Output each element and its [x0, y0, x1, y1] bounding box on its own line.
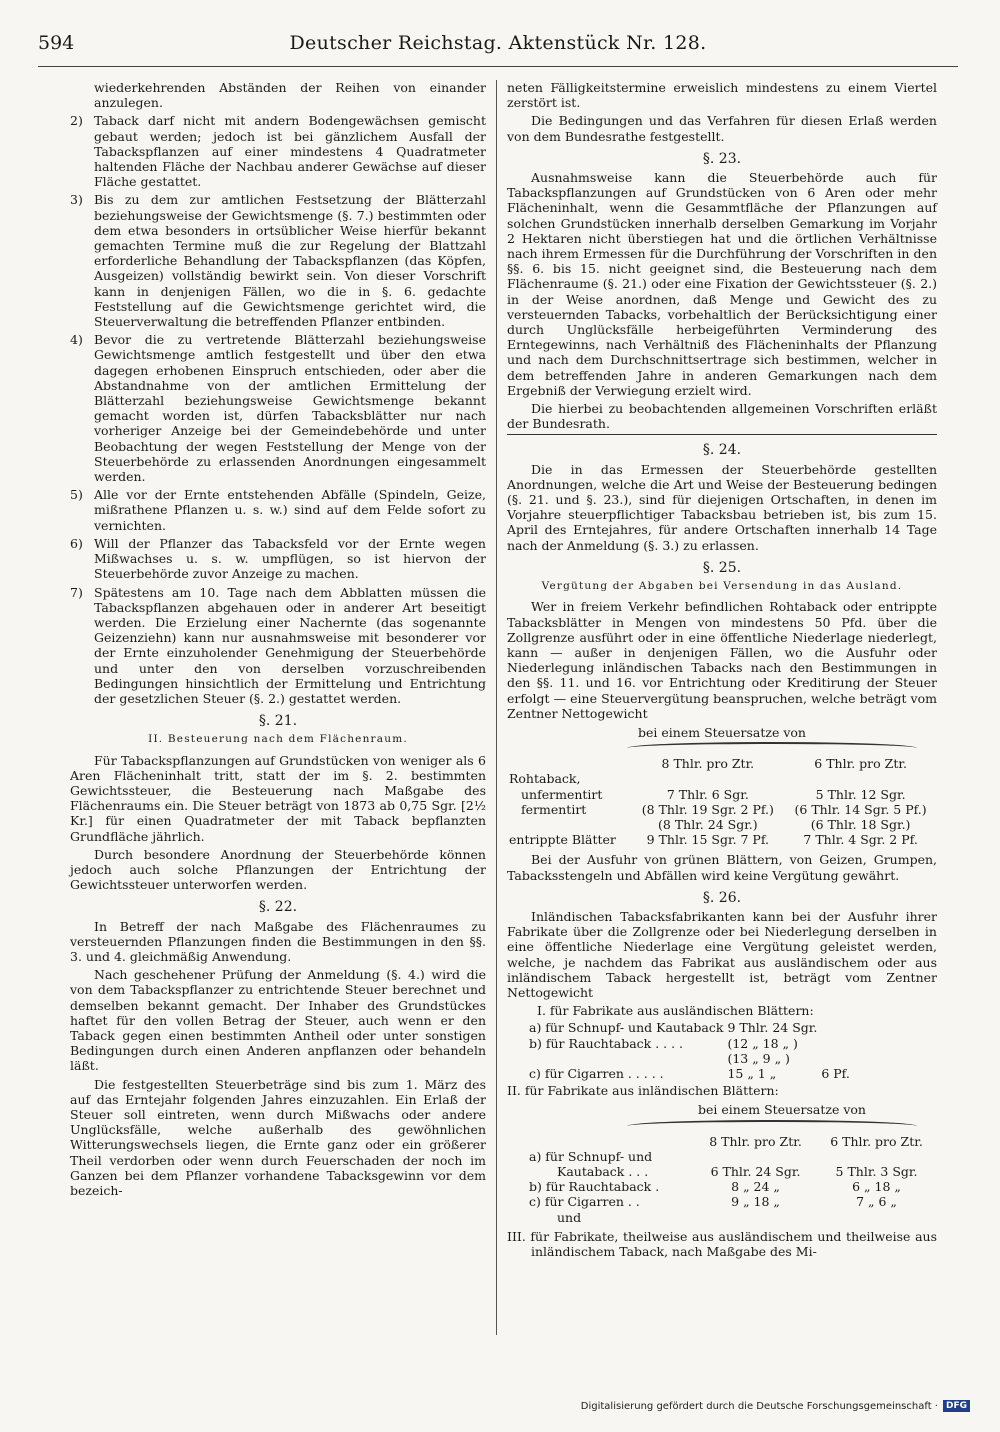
table-row — [507, 802, 937, 817]
left-column — [70, 80, 486, 1201]
page-number: 594 — [38, 32, 75, 54]
table-cell: (8 Thlr. 19 Sgr. 2 Pf.) — [641, 801, 774, 817]
paragraph: Durch besondere Anordnung der Steuerbehörde können jedoch auch solche Pflanzungen der Entrichtung der Gewichtssteuer unterworfen werden. — [70, 846, 486, 893]
table-cell: c) für Cigarren . . — [529, 1194, 640, 1210]
paragraph: Nach geschehener Prüfung der Anmeldung (§. 4.) wird die von dem Tabackspflanzer zu entrichtende Steuer berechnet und demselben bekannt gemacht. Der Inhaber des Grundstückes haftet für den vollen Betrag der Steuer, auch wenn er den Taback gegen einen bestimmten Antheil oder unter sonstigen Bedingungen durch einen Anderen anpflanzen oder behandeln läßt. — [70, 967, 486, 1074]
table-cell — [631, 771, 784, 786]
table-cell: 6 Pf. — [821, 1065, 850, 1081]
foreign-leaves-table — [527, 1020, 852, 1081]
table-cell: 6 „ 18 „ — [852, 1179, 901, 1195]
table-cell — [695, 1149, 816, 1164]
credit-text: Digitalisierung gefördert durch die Deutsche Forschungsgemeinschaft · — [580, 1400, 938, 1412]
table-row — [507, 787, 937, 802]
table-cell: (13 „ 9 „ ) — [727, 1050, 790, 1066]
list-number: 5) — [70, 487, 83, 503]
table-cell — [695, 1210, 816, 1225]
list-text: Bevor die zu vertretende Blätterzahl beziehungsweise Gewichtsmenge amtlich festgestellt und über den etwa dagegen erhobenen Einspruch entschieden, oder aber die Abstandnahme von der amtlichen Ermittelung der Blätterzahl beziehungsweise Gewichtsmenge bekannt gemacht worden ist, dürfen Tabacksblätter nur nach vorheriger Anzeige bei der Gemeindebehörde und unter Beobachtung der wegen Feststellung der Menge von der Steuerbehörde zu erlassenden Anordnungen eingesammelt werden. — [94, 332, 486, 485]
table-cell: a) für Schnupf- und Kautaback — [529, 1020, 724, 1036]
table-cell: 9 Thlr. 15 Sgr. 7 Pf. — [646, 832, 770, 848]
list-number: 3) — [70, 192, 83, 208]
table-cell: und — [557, 1209, 582, 1225]
paragraph: Die Bedingungen und das Verfahren für diesen Erlaß werden von dem Bundesrathe festgestellt. — [507, 113, 937, 144]
paragraph: Wer in freiem Verkehr befindlichen Rohtaback oder entrippte Tabacksblätter in Mengen von mindestens 50 Pfd. über die Zollgrenze ausführt oder in eine öffentliche Niederlage niederlegt, kann — außer in denjenigen Fällen, wo die Ausfuhr oder Niederlegung inländischen Tabacks nach den Bestimmungen in den §§. 11. und 16. vor Entrichtung oder Kreditirung der Steuer erfolgt — eine Steuervergütung beanspruchen, welche beträgt vom Zentner Nettogewicht — [507, 599, 937, 721]
table-cell: (12 „ 18 „ ) — [727, 1035, 798, 1051]
brace-line — [627, 742, 917, 754]
table-header-row — [527, 1134, 937, 1149]
table-row — [527, 1149, 937, 1164]
list-text: Taback darf nicht mit andern Bodengewächsen gemischt gebaut werden; jedoch ist bei gänzlichem Ausfall der Tabackspflanzen auf einer mindestens 4 Quadratmeter haltenden Fläche der Nachbau anderer Gewächse auf dieser Fläche gestattet. — [94, 113, 486, 190]
table-cell: 5 Thlr. 3 Sgr. — [835, 1164, 918, 1179]
list-number: 4) — [70, 332, 83, 348]
list-text: Bis zu dem zur amtlichen Festsetzung der Blätterzahl beziehungsweise der Gewichtsmenge (§. 7.) bestimmten oder dem etwa besonders in ortsüblicher Weise hierfür bekannt gemachten Termine muß die zur Regelung der Blattzahl erforderliche Behandlung der Tabackspflanzen (das Köpfen, Ausgeizen) vollständig bewirkt sein. Von dieser Vorschrift kann in denjenigen Fällen, wo die in §. 6. gedachte Feststellung auf die Gewichtsmenge gerichtet wird, die Steuerverwaltung die betreffenden Pflanzer entbinden. — [94, 192, 486, 330]
section-heading: §. 21. — [258, 713, 298, 730]
table-header-row — [507, 756, 937, 771]
paragraph: wiederkehrenden Abständen der Reihen von einander anzulegen. — [94, 80, 486, 111]
section-heading: §. 22. — [258, 899, 298, 916]
table-cell: 5 Thlr. 12 Sgr. — [815, 786, 906, 802]
table-cell: Kautaback . . . — [557, 1164, 649, 1179]
table-cell — [816, 1149, 937, 1164]
dfg-logo: DFG — [943, 1400, 970, 1412]
brace-line — [627, 1120, 917, 1132]
table-header-cell: 6 Thlr. pro Ztr. — [814, 756, 907, 772]
table-header-cell: 8 Thlr. pro Ztr. — [661, 756, 755, 772]
table-cell — [819, 1051, 852, 1066]
list-text: Alle vor der Ernte entstehenden Abfälle (Spindeln, Geize, mißrathene Pflanzen u. s. w.) sind auf dem Felde sofort zu vernichten. — [94, 487, 486, 533]
list-item — [70, 487, 486, 533]
list-number: 6) — [70, 535, 83, 551]
list-text: Spätestens am 10. Tage nach dem Abblatten müssen die Tabackspflanzen abgehauen oder in anderer Art beseitigt werden. Die Erzielung einer Nachernte (das sogenannte Geizenziehn) kann nur ausnahmsweise mit besonderer vor der Ernte einzuholender Genehmigung der Steuerbehörde und unter den von derselben vorzuschreibenden Bedingungen hinsichtlich der Ermittelung und Entrichtung der gesetzlichen Steuer (§. 2.) gestattet werden. — [94, 584, 486, 706]
table-cell: 15 „ 1 „ — [727, 1065, 777, 1081]
table-cell: a) für Schnupf- und — [529, 1148, 653, 1164]
section-heading: §. 24. — [702, 442, 742, 459]
table-cell: 9 „ 18 „ — [731, 1194, 780, 1210]
table-row — [527, 1066, 852, 1081]
paragraph: Die festgestellten Steuerbeträge sind bis zum 1. März des auf das Erntejahr folgenden Jahres einzuzahlen. Ein Erlaß der Steuer soll eintreten, wenn durch Mißwachs oder andere Unglücksfälle, welche außerhalb des gewöhnlichen Witterungswechsels liegen, die Ernte ganz oder ein größerer Theil verdorben oder wenn durch Feuerschaden der noch im Ganzen bei dem Pflanzer vorhandene Tabacksgewinn vor dem bezeich- — [70, 1076, 486, 1199]
table-cell: (8 Thlr. 24 Sgr.) — [658, 816, 758, 832]
paragraph: In Betreff der nach Maßgabe des Flächenraumes zu versteuernden Pflanzungen finden die Bestimmungen in den §§. 3. und 4. gleichmäßig Anwendung. — [70, 918, 486, 964]
list-number: 2) — [70, 113, 83, 129]
refund-table — [507, 756, 937, 847]
table-row — [527, 1051, 852, 1066]
table-cell: 7 Thlr. 4 Sgr. 2 Pf. — [803, 832, 918, 848]
table-cell — [819, 1020, 852, 1035]
table-cell: (6 Thlr. 14 Sgr. 5 Pf.) — [794, 801, 927, 817]
divider — [507, 434, 937, 435]
table-row — [507, 832, 937, 847]
table-cell: b) für Rauchtaback . . . . — [529, 1035, 684, 1051]
table-cell: 9 Thlr. 24 Sgr. — [727, 1020, 818, 1036]
table-row — [527, 1164, 937, 1179]
right-column — [507, 80, 937, 1262]
section-heading: §. 23. — [702, 150, 742, 167]
list-number: 7) — [70, 584, 83, 600]
table-caption: bei einem Steuersatze von — [638, 724, 806, 740]
table-cell — [507, 817, 631, 832]
table-cell: (6 Thlr. 18 Sgr.) — [810, 816, 911, 832]
table-cell: entrippte Blätter — [509, 832, 616, 848]
paragraph: Ausnahmsweise kann die Steuerbehörde auch für Tabackspflanzungen auf Grundstücken von 6 Aren oder mehr Flächeninhalt, wenn die Gesammtfläche der Pflanzungen auf solchen Grundstücken innerhalb derselben Gemarkung im Vorjahr 2 Hektaren nicht überstiegen hat und die örtlichen Verhältnisse nach ihrem Ermessen für die Durchführung der Vorschriften in den §§. 6. bis 15. nicht geeignet sind, die Besteuerung nach dem Flächenraume (§. 21.) oder eine Fixation der Gewichtssteuer (§. 2.) in der Weise anordnen, daß Menge und Gewicht des zu versteuernden Tabacks, vorbehaltlich der Berücksichtigung einer durch Unglücksfälle herbeigeführten Verminderung des Erntegewinns, nach Verhältniß des Flächeninhalts der Pflanzung und nach dem Durchschnittsertrage sich bestimmen, welcher in dem betreffenden Jahre in anderen Gemarkungen nach dem Ergebniß der Verwiegung erzielt wird. — [507, 170, 937, 398]
paragraph: Die hierbei zu beobachtenden allgemeinen Vorschriften erläßt der Bundesrath. — [507, 401, 937, 432]
table-cell: 7 „ 6 „ — [856, 1194, 897, 1210]
column-divider — [496, 80, 497, 1335]
table-cell: c) für Cigarren . . . . . — [529, 1065, 664, 1081]
list-item — [70, 332, 486, 484]
table-cell — [819, 1036, 852, 1051]
table-cell — [784, 771, 937, 786]
paragraph: Für Tabackspflanzungen auf Grundstücken von weniger als 6 Aren Flächeninhalt tritt, statt der im §. 2. bestimmten Gewichtssteuer, die Besteuerung nach Maßgabe des Flächenraums ein. Die Steuer beträgt von 1873 ab 0,75 Sgr. [2½ Kr.] für einen Quadratmeter der mit Taback bepflanzten Grundfläche jährlich. — [70, 752, 486, 844]
table-cell: 6 Thlr. 24 Sgr. — [710, 1164, 801, 1179]
table-row — [507, 817, 937, 832]
domestic-leaves-table — [527, 1134, 937, 1225]
page-title: Deutscher Reichstag. Aktenstück Nr. 128. — [289, 32, 707, 54]
table-title: II. für Fabrikate aus inländischen Blättern: — [507, 1083, 779, 1099]
table-header-cell: 8 Thlr. pro Ztr. — [709, 1133, 802, 1149]
paragraph: Die in das Ermessen der Steuerbehörde gestellten Anordnungen, welche die Art und Weise der Besteuerung bedingen (§. 21. und §. 23.), sind für diejenigen Ortschaften, in denen im Vorjahre steuerpflichtiger Tabacksbau betrieben ist, bis zum 15. April des Erntejahres, für andere Ortschaften innerhalb 14 Tage nach der Anmeldung (§. 3.) zu erlassen. — [507, 461, 937, 553]
table-row — [527, 1020, 852, 1035]
table-cell: 7 Thlr. 6 Sgr. — [666, 786, 749, 802]
paragraph: III. für Fabrikate, theilweise aus ausländischem und theilweise aus inländischem Taback, nach Maßgabe des Mi- — [507, 1228, 937, 1260]
section-heading: §. 25. — [702, 559, 742, 576]
list-item — [70, 536, 486, 582]
paragraph: neten Fälligkeitstermine erweislich mindestens zu einem Viertel zerstört ist. — [507, 80, 937, 111]
table-title: I. für Fabrikate aus ausländischen Blättern: — [537, 1003, 814, 1019]
digitization-credit — [581, 1400, 970, 1412]
list-item — [70, 585, 486, 707]
table-cell: 8 „ 24 „ — [731, 1179, 780, 1195]
table-row — [507, 771, 937, 786]
page-header — [38, 30, 958, 67]
section-heading: §. 26. — [702, 889, 742, 906]
section-subtitle: Vergütung der Abgaben bei Versendung in das Ausland. — [541, 580, 903, 593]
list-text: Will der Pflanzer das Tabacksfeld vor der Ernte wegen Mißwachses u. s. w. umpflügen, so ist hiervon der Steuerbehörde zuvor Anzeige zu machen. — [94, 535, 486, 582]
paragraph: Inländischen Tabacksfabrikanten kann bei der Ausfuhr ihrer Fabrikate über die Zollgrenze oder bei Niederlegung derselben in eine öffentliche Niederlage eine Vergütung geleistet werden, welche, je nachdem das Fabrikat aus ausländischem oder aus inländischem Taback hergestellt ist, beträgt vom Zentner Nettogewicht — [507, 908, 937, 1000]
table-header-cell: 6 Thlr. pro Ztr. — [830, 1133, 923, 1149]
table-row — [527, 1210, 937, 1225]
section-subtitle: II. Besteuerung nach dem Flächenraum. — [148, 733, 408, 746]
list-item — [70, 113, 486, 189]
table-row — [527, 1179, 937, 1194]
table-cell: b) für Rauchtaback . — [529, 1179, 660, 1195]
table-row — [527, 1036, 852, 1051]
table-cell: fermentirt — [521, 801, 587, 817]
table-cell: Rohtaback, — [509, 771, 581, 787]
list-item — [70, 192, 486, 329]
table-caption: bei einem Steuersatze von — [698, 1102, 866, 1118]
table-cell — [816, 1210, 937, 1225]
table-row — [527, 1194, 937, 1209]
paragraph: Bei der Ausfuhr von grünen Blättern, von Geizen, Grumpen, Tabacksstengeln und Abfällen wird keine Vergütung gewährt. — [507, 852, 937, 883]
table-cell: unfermentirt — [521, 786, 603, 802]
table-cell — [527, 1051, 725, 1066]
